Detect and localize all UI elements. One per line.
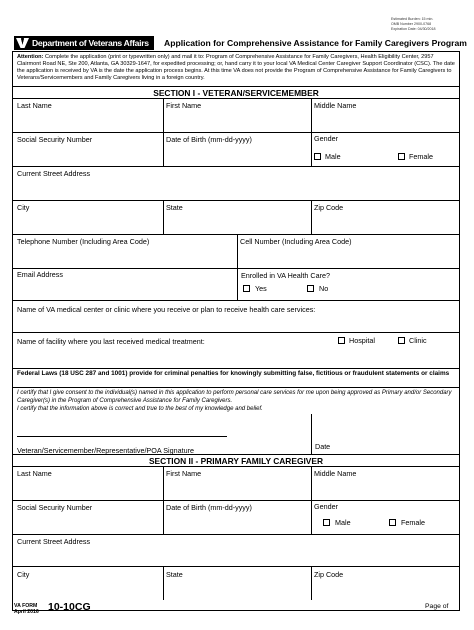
divider	[13, 332, 459, 333]
last-name-field[interactable]: Last Name	[17, 101, 52, 110]
caregiver-male-checkbox[interactable]	[323, 519, 330, 526]
va-logo	[14, 36, 154, 50]
male-label: Male	[325, 152, 341, 161]
male-checkbox[interactable]	[314, 153, 321, 160]
enrolled-label: Enrolled in VA Health Care?	[241, 271, 330, 280]
divider	[311, 200, 312, 234]
caregiver-zip-field[interactable]: Zip Code	[314, 570, 344, 579]
hospital-label: Hospital	[349, 336, 375, 345]
caregiver-city-field[interactable]: City	[17, 570, 30, 579]
divider	[13, 268, 459, 269]
caregiver-first-name-field[interactable]: First Name	[166, 469, 202, 478]
divider	[311, 98, 312, 132]
divider	[13, 86, 459, 87]
burden-statement	[391, 17, 436, 32]
divider	[13, 98, 459, 99]
city-field[interactable]: City	[17, 203, 30, 212]
form-footer-id	[14, 603, 39, 615]
divider	[237, 268, 238, 300]
state-field[interactable]: State	[166, 203, 183, 212]
attention-notice	[17, 54, 457, 82]
email-field[interactable]: Email Address	[17, 270, 63, 279]
section-2-title: SECTION II - PRIMARY FAMILY CAREGIVER	[148, 456, 324, 466]
divider	[13, 387, 459, 388]
federal-laws-notice: Federal Laws (18 USC 287 and 1001) provide for criminal penalties for knowingly submitting false, fictitious or fraudulent statements or claims	[17, 370, 450, 377]
divider	[13, 466, 459, 467]
certify-statement: I certify that the information above is correct and true to the best of my knowledge and belief.	[17, 406, 263, 412]
divider	[311, 132, 312, 166]
divider	[163, 200, 164, 234]
female-label: Female	[409, 152, 433, 161]
divider	[311, 566, 312, 600]
caregiver-gender-label: Gender	[314, 502, 338, 511]
female-checkbox[interactable]	[398, 153, 405, 160]
divider	[311, 414, 312, 454]
divider	[13, 166, 459, 167]
divider	[13, 200, 459, 201]
attention-text: Complete the application (print or typewritten only) and mail it to: Program of Comprehensive Assistance for Family Caregivers, Health Eligibility Center, 2957 Clairmont Road NE, Ste 200, Atlanta, GA 30329-1647, for expedited processing; or, hand carry it to your local VA Medical Center Caregiver Support Coordinator (CSC). The date the application is received by VA is the date the application process begins. At this time VA does not provide the Program of Comprehensive Assistance for Family Caregivers to Veterans/Servicemembers and Family Caregivers living in a foreign country.	[17, 54, 455, 81]
caregiver-male-label: Male	[335, 518, 351, 527]
signature-line[interactable]	[17, 436, 227, 437]
zip-code-field[interactable]: Zip Code	[314, 203, 344, 212]
hospital-checkbox[interactable]	[338, 337, 345, 344]
divider	[163, 500, 164, 534]
application-form	[12, 51, 460, 611]
first-name-field[interactable]: First Name	[166, 101, 202, 110]
page-indicator: Page of	[425, 603, 449, 610]
divider	[163, 466, 164, 500]
cell-number-field[interactable]: Cell Number (Including Area Code)	[240, 237, 352, 246]
consent-statement: I certify that I give consent to the individual(s) named in this application to perform personal care services for me upon being approved as Primary and/or Secondary Caregiver(s) in the Program of Comprehensive Assistance for Family Caregivers.	[17, 390, 452, 404]
divider	[163, 566, 164, 600]
signature-label: Veteran/Servicemember/Representative/POA Signature	[17, 446, 194, 455]
divider	[237, 234, 238, 268]
divider	[311, 466, 312, 500]
section-1-title: SECTION I - VETERAN/SERVICEMEMBER	[153, 88, 319, 98]
street-address-field[interactable]: Current Street Address	[17, 169, 91, 178]
caregiver-street-field[interactable]: Current Street Address	[17, 537, 91, 546]
divider	[163, 132, 164, 166]
certification-text	[17, 389, 457, 413]
caregiver-dob-field[interactable]: Date of Birth (mm-dd-yyyy)	[166, 503, 252, 512]
ssn-field[interactable]: Social Security Number	[17, 135, 93, 144]
form-header	[14, 36, 467, 50]
signature-date-field[interactable]: Date	[315, 442, 331, 451]
clinic-checkbox[interactable]	[398, 337, 405, 344]
agency-name: Department of Veterans Affairs	[32, 38, 149, 48]
omb-number: OMB Number 2900-0768	[391, 22, 432, 26]
divider	[13, 500, 459, 501]
expiration-date: Expiration Date: 04/30/2018	[391, 27, 436, 31]
enrolled-yes-checkbox[interactable]	[243, 285, 250, 292]
form-title: Application for Comprehensive Assistance for Family Caregivers Program	[164, 38, 467, 48]
divider	[13, 300, 459, 301]
caregiver-last-name-field[interactable]: Last Name	[17, 469, 52, 478]
va-form-label: VA FORM	[14, 603, 38, 609]
dob-field[interactable]: Date of Birth (mm-dd-yyyy)	[166, 135, 252, 144]
gender-label: Gender	[314, 134, 338, 143]
enrolled-no-label: No	[319, 284, 329, 293]
middle-name-field[interactable]: Middle Name	[314, 101, 357, 110]
enrolled-yes-label: Yes	[255, 284, 267, 293]
clinic-label: Clinic	[409, 336, 427, 345]
divider	[13, 534, 459, 535]
caregiver-middle-name-field[interactable]: Middle Name	[314, 469, 357, 478]
divider	[13, 368, 459, 369]
form-number: 10-10CG	[48, 601, 91, 613]
divider	[13, 234, 459, 235]
divider	[13, 566, 459, 567]
divider	[13, 132, 459, 133]
caregiver-female-label: Female	[401, 518, 425, 527]
caregiver-ssn-field[interactable]: Social Security Number	[17, 503, 93, 512]
divider	[13, 454, 459, 455]
va-medical-center-field[interactable]: Name of VA medical center or clinic where you receive or plan to receive health care services:	[17, 305, 316, 314]
caregiver-state-field[interactable]: State	[166, 570, 183, 579]
enrolled-no-checkbox[interactable]	[307, 285, 314, 292]
last-facility-field[interactable]: Name of facility where you last received medical treatment:	[17, 337, 205, 346]
attention-label: Attention:	[17, 54, 44, 60]
va-seal-icon	[16, 37, 29, 49]
caregiver-female-checkbox[interactable]	[389, 519, 396, 526]
divider	[311, 500, 312, 534]
divider	[163, 98, 164, 132]
telephone-field[interactable]: Telephone Number (Including Area Code)	[17, 237, 150, 246]
burden-line: Estimated Burden: 15 min.	[391, 17, 434, 21]
form-date: April 2016	[14, 609, 39, 615]
